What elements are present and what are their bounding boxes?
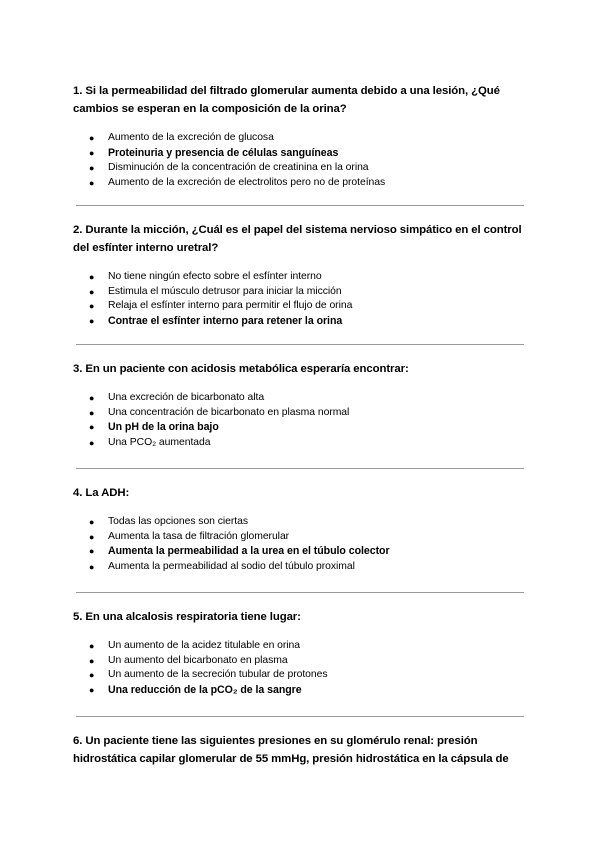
- bullet-icon: ●: [89, 685, 95, 696]
- options-list: [73, 639, 525, 699]
- bullet-icon: ●: [89, 517, 95, 527]
- option-text: Un aumento del bicarbonato en plasma: [108, 654, 288, 666]
- question-title: 3. En un paciente con acidosis metabólica esperaría encontrar:: [73, 363, 409, 375]
- bullet-icon: ●: [89, 393, 95, 403]
- option-text: Contrae el esfínter interno para retener la orina: [108, 315, 343, 328]
- option-text: Estimula el músculo detrusor para iniciar la micción: [108, 285, 342, 297]
- option-text: Relaja el esfínter interno para permitir el flujo de orina: [108, 300, 353, 312]
- question-2: [73, 221, 525, 330]
- option-item-correct: [73, 544, 525, 560]
- option-item: [73, 560, 525, 575]
- option-text: No tiene ningún efecto sobre el esfínter interno: [108, 271, 322, 282]
- bullet-icon: ●: [89, 407, 95, 418]
- option-item: [73, 270, 525, 285]
- option-text: Proteinuria y presencia de células sanguíneas: [108, 146, 339, 159]
- question-6: [73, 732, 525, 768]
- question-1: [73, 82, 525, 191]
- bullet-icon: ●: [89, 438, 95, 449]
- option-text: Un aumento de la secreción tubular de protones: [108, 669, 328, 681]
- bullet-icon: ●: [89, 147, 95, 158]
- bullet-icon: ●: [89, 316, 95, 327]
- bullet-icon: ●: [89, 641, 95, 651]
- option-text: Una reducción de la pCO₂ de la sangre: [108, 684, 302, 697]
- bullet-icon: ●: [89, 286, 95, 297]
- option-text: Aumenta la tasa de filtración glomerular: [108, 530, 290, 542]
- option-item: [73, 668, 525, 683]
- option-item: [73, 299, 525, 314]
- option-text: Aumento de la excreción de glucosa: [108, 132, 274, 143]
- question-3: [73, 360, 525, 451]
- options-list: [73, 391, 525, 451]
- option-item: [73, 176, 525, 191]
- option-item: [73, 639, 525, 654]
- divider: [76, 344, 524, 345]
- question-title: 6. Un paciente tiene las siguientes presiones en su glomérulo renal: presión hidrostática capilar glomerular de 55 mmHg, presión hidrostática en la cápsula de: [73, 735, 509, 765]
- option-item: [73, 131, 525, 146]
- bullet-icon: ●: [89, 655, 95, 666]
- options-list: [73, 515, 525, 575]
- question-title: 1. Si la permeabilidad del filtrado glomerular aumenta debido a una lesión, ¿Qué cambios se esperan en la composición de la orina?: [73, 85, 500, 115]
- bullet-icon: ●: [89, 422, 95, 433]
- option-text: Todas las opciones son ciertas: [108, 516, 249, 527]
- option-item-correct: [73, 146, 525, 162]
- bullet-icon: ●: [89, 670, 95, 681]
- option-text: Aumento de la excreción de electrolitos pero no de proteínas: [108, 177, 386, 189]
- question-4: [73, 484, 525, 575]
- divider: [76, 716, 524, 717]
- divider: [76, 592, 524, 593]
- option-text: Disminución de la concentración de creatinina en la orina: [108, 162, 369, 174]
- divider: [76, 205, 524, 206]
- option-item-correct: [73, 314, 525, 330]
- option-text: Aumenta la permeabilidad a la urea en el túbulo colector: [108, 545, 390, 558]
- bullet-icon: ●: [89, 133, 95, 143]
- option-item: [73, 161, 525, 176]
- option-text: Una excreción de bicarbonato alta: [108, 392, 265, 403]
- bullet-icon: ●: [89, 531, 95, 542]
- option-item: [73, 436, 525, 451]
- option-text: Un aumento de la acidez titulable en orina: [108, 640, 300, 651]
- option-text: Una concentración de bicarbonato en plasma normal: [108, 406, 350, 418]
- bullet-icon: ●: [89, 301, 95, 312]
- option-item: [73, 406, 525, 421]
- option-item: [73, 530, 525, 545]
- option-text: Un pH de la orina bajo: [108, 421, 219, 434]
- option-item-correct: [73, 420, 525, 436]
- option-item: [73, 391, 525, 406]
- divider: [76, 468, 524, 469]
- question-title: 4. La ADH:: [73, 487, 130, 499]
- question-title: 5. En una alcalosis respiratoria tiene lugar:: [73, 611, 301, 623]
- bullet-icon: ●: [89, 163, 95, 174]
- option-item-correct: [73, 683, 525, 699]
- option-item: [73, 285, 525, 300]
- option-text: Una PCO₂ aumentada: [108, 437, 211, 449]
- bullet-icon: ●: [89, 178, 95, 189]
- options-list: [73, 131, 525, 191]
- options-list: [73, 270, 525, 330]
- bullet-icon: ●: [89, 272, 95, 282]
- option-item: [73, 654, 525, 669]
- option-item: [73, 515, 525, 530]
- bullet-icon: ●: [89, 546, 95, 557]
- bullet-icon: ●: [89, 562, 95, 573]
- option-text: Aumenta la permeabilidad al sodio del túbulo proximal: [108, 561, 355, 573]
- question-title: 2. Durante la micción, ¿Cuál es el papel del sistema nervioso simpático en el control del esfínter interno uretral?: [73, 224, 522, 254]
- question-5: [73, 608, 525, 699]
